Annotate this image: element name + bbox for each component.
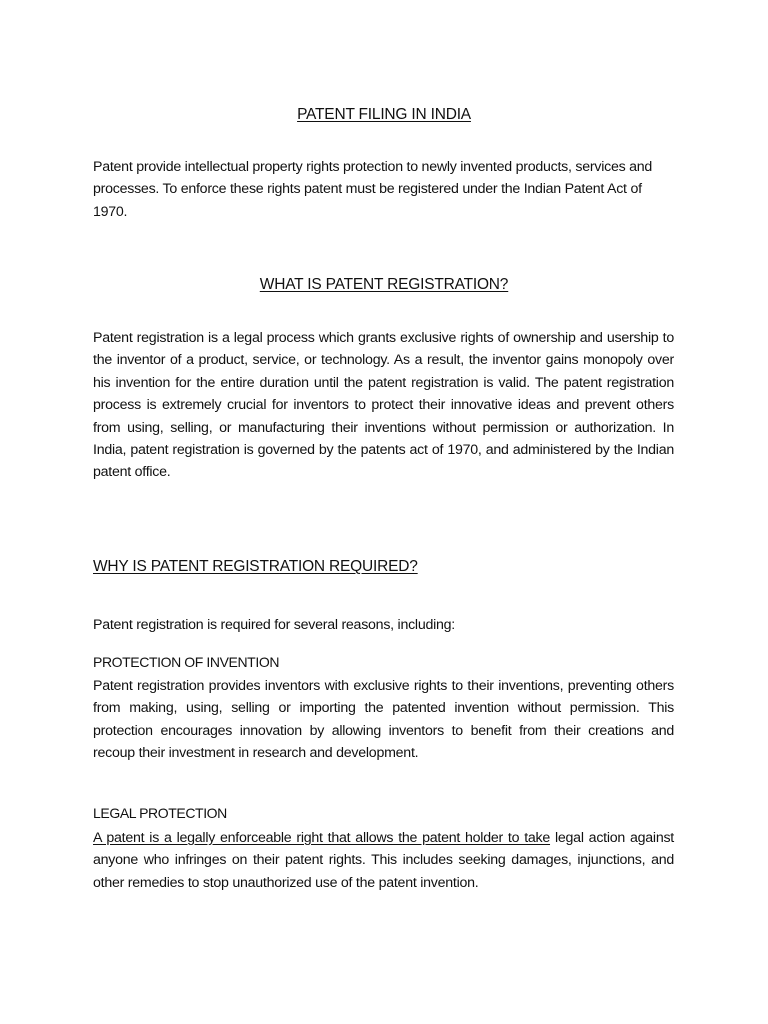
section-heading-what: WHAT IS PATENT REGISTRATION? xyxy=(259,276,509,293)
subheading-legal-protection: LEGAL PROTECTION xyxy=(93,805,227,821)
protection-of-invention-paragraph: Patent registration provides inventors with exclusive rights to their inventions, preventing others from making, using, selling or importing the patented invention without permission. This protection encourages innovation by allowing inventors to benefit from their creations and recoup their investment in research and development. xyxy=(93,678,674,762)
why-lead-paragraph: Patent registration is required for several reasons, including: xyxy=(93,617,455,633)
legal-protection-underlined-text: A patent is a legally enforceable right that allows the patent holder to take xyxy=(93,830,551,846)
legal-protection-paragraph xyxy=(93,827,674,894)
section-heading-why: WHY IS PATENT REGISTRATION REQUIRED? xyxy=(93,558,418,575)
what-paragraph: Patent registration is a legal process which grants exclusive rights of ownership and usership to the inventor of a product, service, or technology. As a result, the inventor gains monopoly over his invention for the entire duration until the patent registration is valid. The patent registration process is extremely crucial for inventors to protect their innovative ideas and prevent others from using, selling, or manufacturing their inventions without permission or authorization. In India, patent registration is governed by the patents act of 1970, and administered by the Indian patent office. xyxy=(93,330,674,481)
intro-paragraph: Patent provide intellectual property rights protection to newly invented products, services and processes. To enforce these rights patent must be registered under the Indian Patent Act of 1970. xyxy=(93,159,653,220)
legal-protection-text: legal action against anyone who infringes on their patent rights. This includes seeking damages, injunctions, and other remedies to stop unauthorized use of the patent invention. xyxy=(93,830,674,891)
page-title: PATENT FILING IN INDIA xyxy=(297,106,471,123)
subheading-protection-of-invention: PROTECTION OF INVENTION xyxy=(93,654,280,670)
